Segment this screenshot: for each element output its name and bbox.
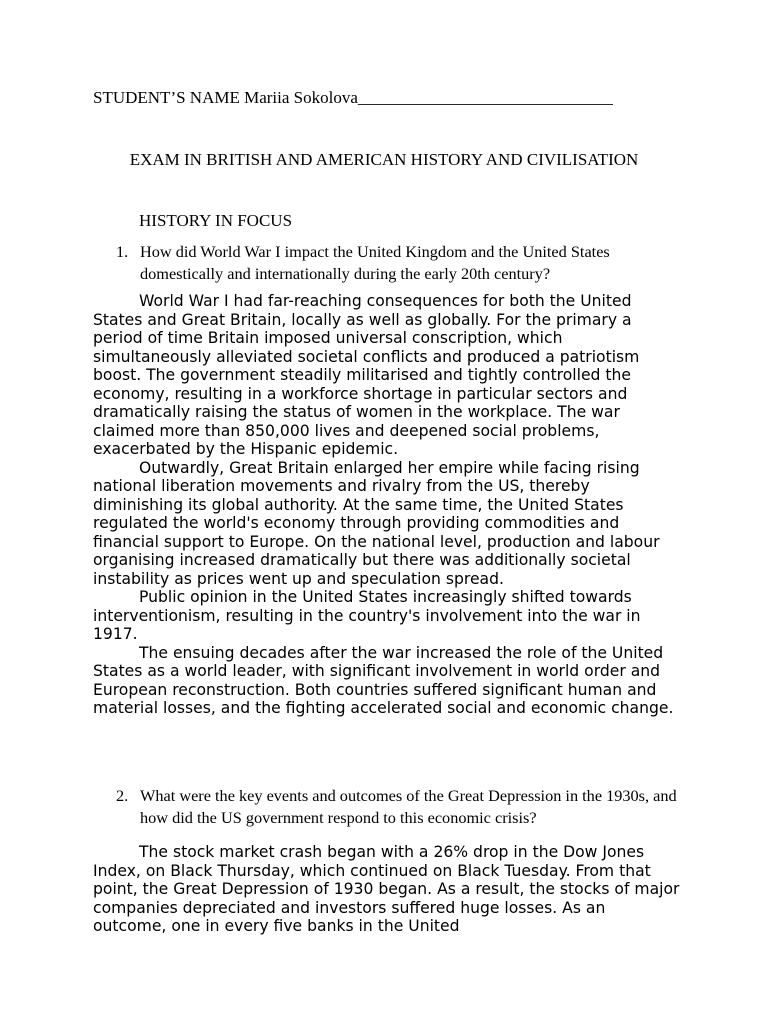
answer-paragraph: The stock market crash began with a 26% drop in the Dow Jones Index, on Black Thursday, which continued on Black Tuesday. From that point, the Great Depression of 1930 began. As a result, the stocks of major companies depreciated and investors suffered huge losses. As an outcome, one in every five banks in the United xyxy=(93,843,680,935)
section-heading: HISTORY IN FOCUS xyxy=(139,211,293,230)
exam-title: EXAM IN BRITISH AND AMERICAN HISTORY AND CIVILISATION xyxy=(129,150,639,169)
question-number: 1. xyxy=(116,242,129,261)
student-name-line: STUDENT’S NAME Mariia Sokolova______________________________ xyxy=(93,88,613,107)
answer-paragraph: The ensuing decades after the war increased the role of the United States as a world leader, with significant involvement in world order and European reconstruction. Both countries suffered significant human and material losses, and the fighting accelerated social and economic change. xyxy=(93,643,674,717)
answer-paragraph: World War I had far-reaching consequences for both the United States and Great Britain, locally as well as globally. For the primary a period of time Britain imposed universal conscription, which simultaneously alleviated societal conflicts and produced a patriotism boost. The government steadily militarised and tightly controlled the economy, resulting in a workforce shortage in particular sectors and dramatically raising the status of women in the workplace. The war claimed more than 850,000 lives and deepened social problems, exacerbated by the Hispanic epidemic. xyxy=(93,292,640,458)
answer-paragraph: Outwardly, Great Britain enlarged her empire while facing rising national liberation movements and rivalry from the US, thereby diminishing its global authority. At the same time, the United States regulated the world's economy through providing commodities and financial support to Europe. On the national level, production and labour organising increased dramatically but there was additionally societal instability as prices went up and speculation spread. xyxy=(93,458,660,588)
question-number: 2. xyxy=(116,786,129,805)
answer-paragraph: Public opinion in the United States increasingly shifted towards interventionism, resulting in the country's involvement into the war in 1917. xyxy=(93,588,641,643)
question-text: What were the key events and outcomes of the Great Depression in the 1930s, and how did the US government respond to this economic crisis? xyxy=(140,786,677,827)
question-2 xyxy=(93,785,693,829)
answer-2 xyxy=(93,843,683,936)
question-1 xyxy=(93,241,693,285)
answer-1 xyxy=(93,292,683,718)
question-text: How did World War I impact the United Kingdom and the United States domestically and internationally during the early 20th century? xyxy=(140,242,610,283)
